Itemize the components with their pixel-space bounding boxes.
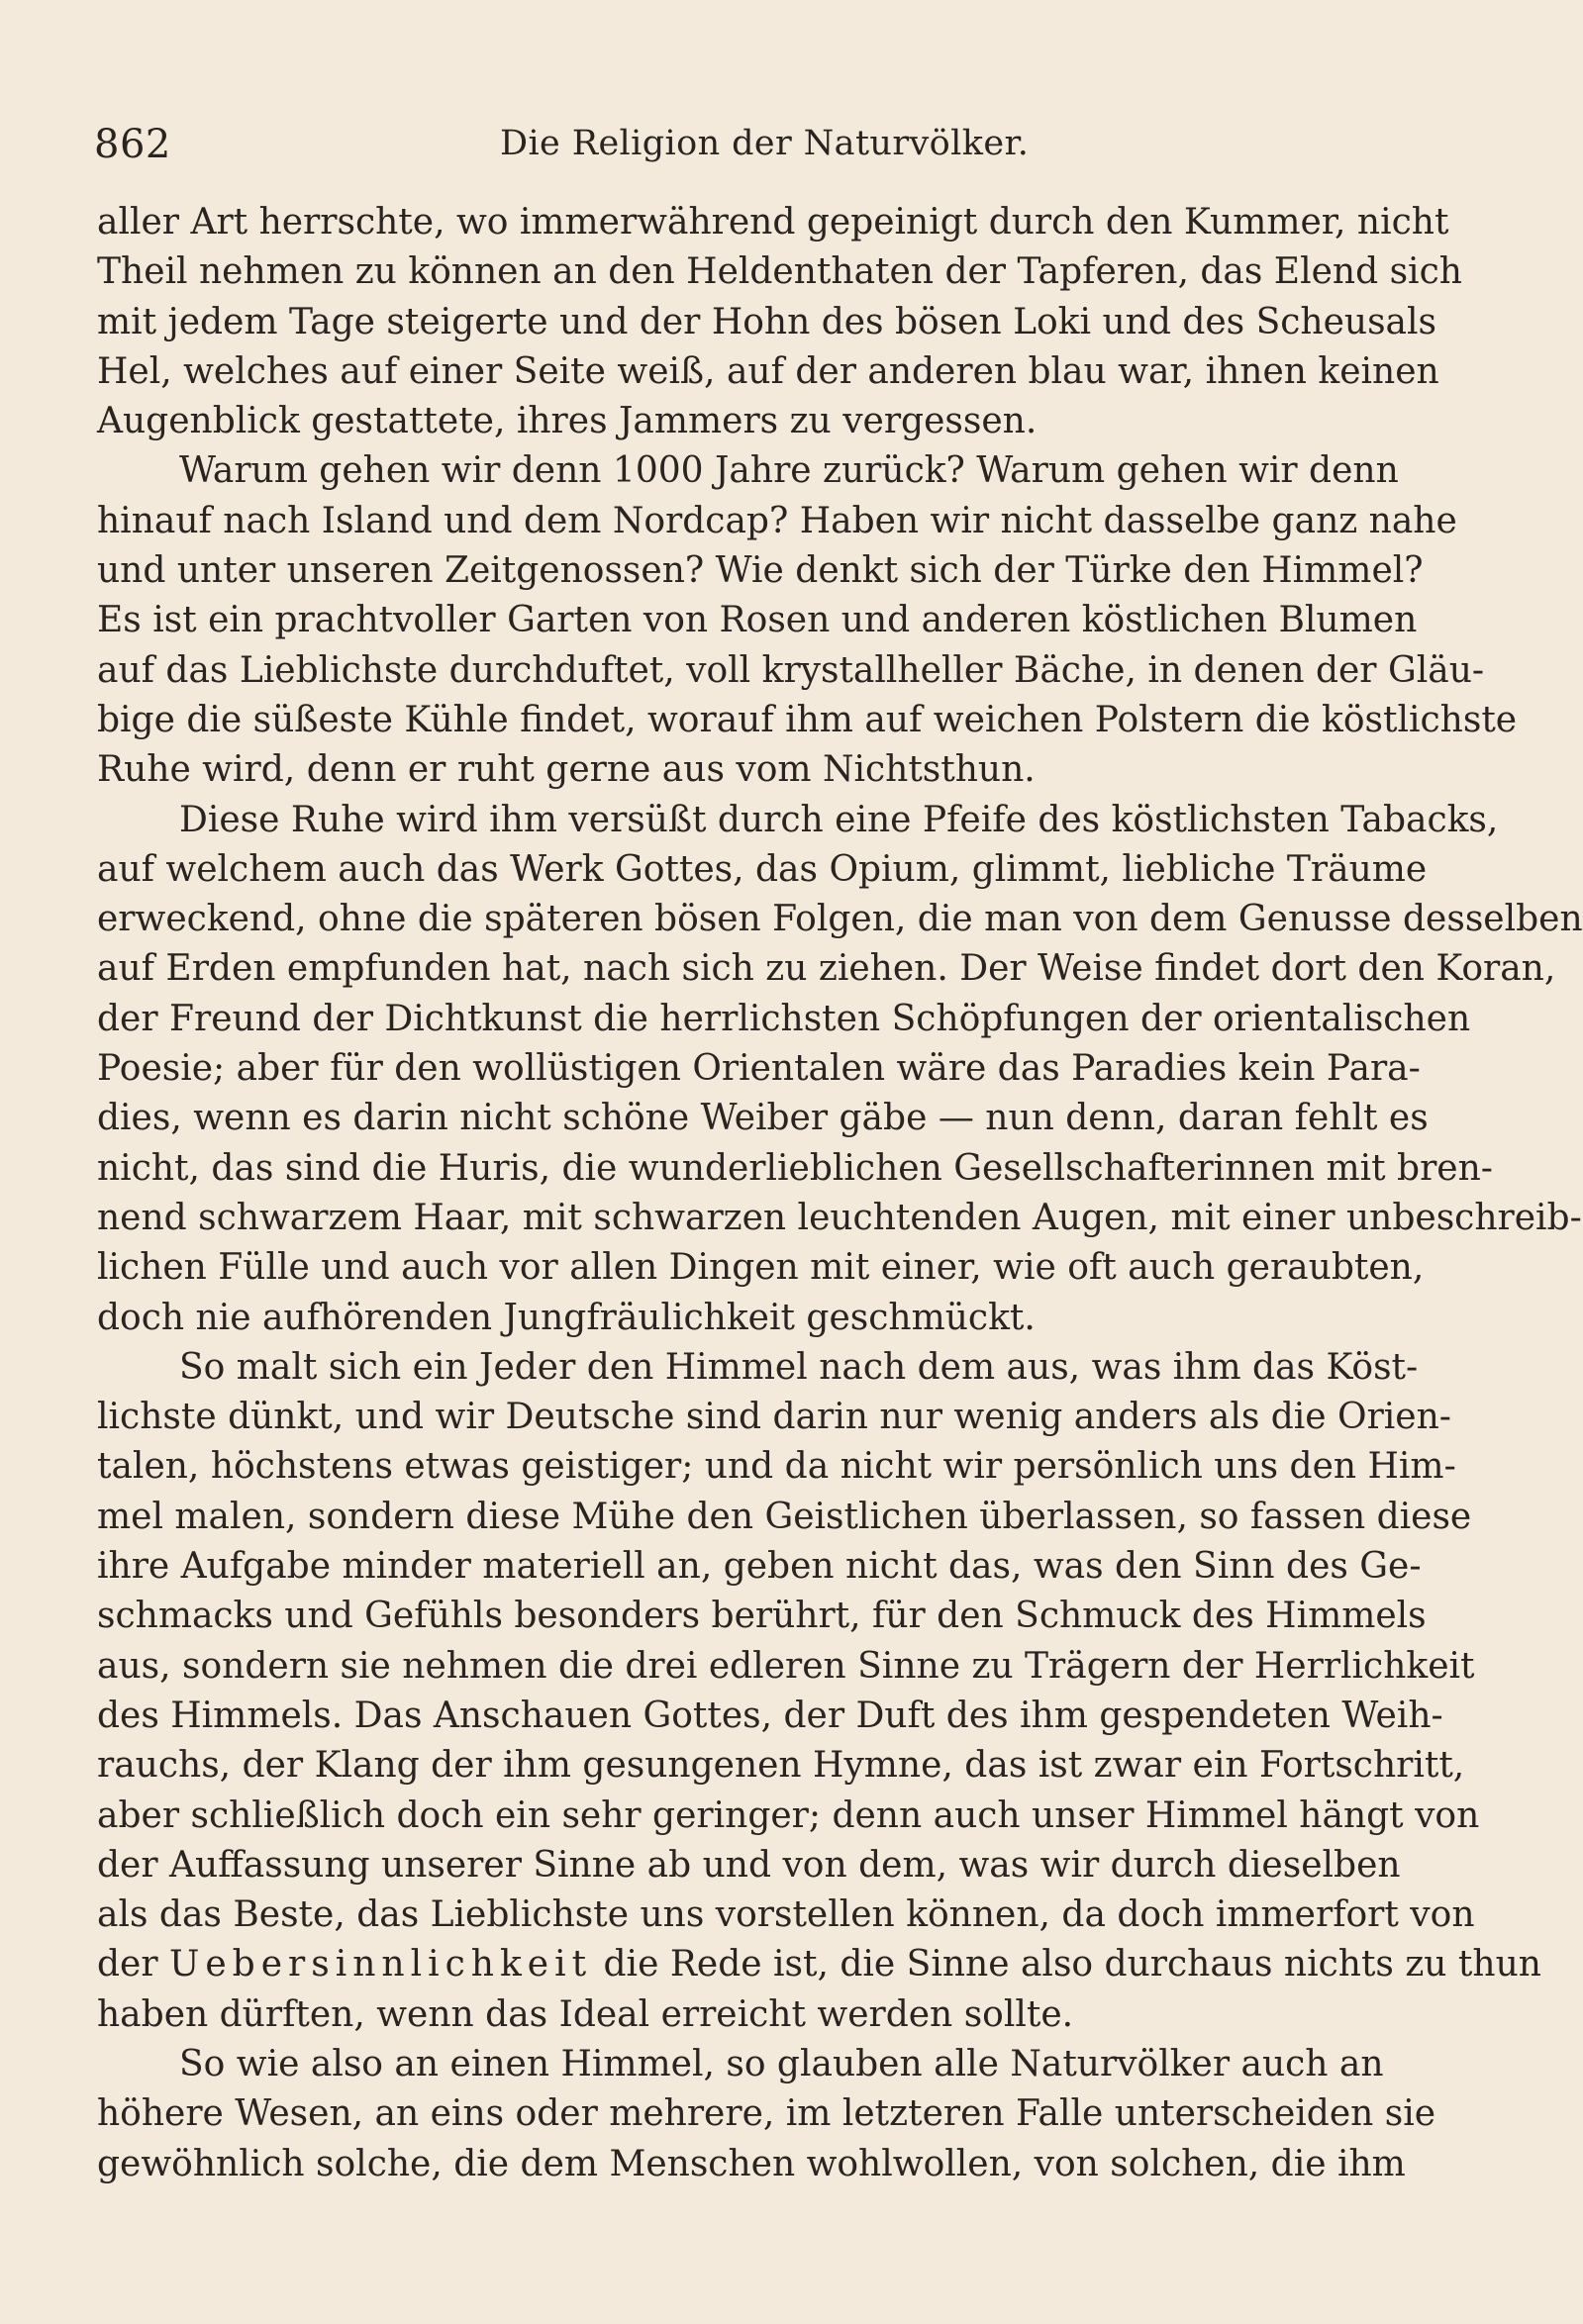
text-line: ihre Aufgabe minder materiell an, geben nicht das, was den Sinn des Ge- [97,1546,1422,1588]
text-line: Poesie; aber für den wollüstigen Orientalen wäre das Paradies kein Para- [97,1048,1421,1090]
text-line: nicht, das sind die Huris, die wunderlieblichen Gesellschafterinnen mit bren- [97,1147,1493,1189]
text-line: Ruhe wird, denn er ruht gerne aus vom Nichtsthun. [97,749,1036,791]
text-line: lichen Fülle und auch vor allen Dingen mit einer, wie oft auch geraubten, [97,1247,1425,1289]
text-line: aber schließlich doch ein sehr geringer; denn auch unser Himmel hängt von [97,1794,1480,1836]
text-line: bige die süßeste Kühle findet, worauf ihm auf weichen Polstern die köstlichste [97,699,1518,740]
text-line: Warum gehen wir denn 1000 Jahre zurück? Warum gehen wir denn [179,450,1399,492]
text-line: lichste dünkt, und wir Deutsche sind darin nur wenig anders als die Orien- [97,1397,1451,1438]
text-line: der Auffassung unserer Sinne ab und von dem, was wir durch dieselben [97,1844,1401,1886]
text-line: haben dürften, wenn das Ideal erreicht werden sollte. [97,1993,1074,2035]
text-line: gewöhnlich solche, die dem Menschen wohlwollen, von solchen, die ihm [97,2143,1406,2184]
text-line: des Himmels. Das Anschauen Gottes, der Duft des ihm gespendeten Weih- [97,1695,1443,1736]
page-number: 862 [94,122,171,167]
text-line: Hel, welches auf einer Seite weiß, auf der anderen blau war, ihnen keinen [97,350,1439,392]
text-line: auf das Lieblichste durchduftet, voll krystallheller Bäche, in denen der Gläu- [97,649,1485,691]
text-line: mel malen, sondern diese Mühe den Geistlichen überlassen, so fassen diese [97,1496,1472,1537]
text-line: höhere Wesen, an eins oder mehrere, im letzteren Falle unterscheiden sie [97,2093,1436,2135]
text-line: Es ist ein prachtvoller Garten von Rosen und anderen köstlichen Blumen [97,600,1418,641]
text-line: der Freund der Dichtkunst die herrlichsten Schöpfungen der orientalischen [97,998,1471,1039]
text-line: doch nie aufhörenden Jungfräulichkeit geschmückt. [97,1297,1036,1338]
text-line: hinauf nach Island und dem Nordcap? Haben wir nicht dasselbe ganz nahe [97,500,1457,541]
text-line: dies, wenn es darin nicht schöne Weiber gäbe — nun denn, daran fehlt es [97,1098,1429,1139]
spaced-word: Uebersinnlichkeit [169,1944,593,1985]
text-line: nend schwarzem Haar, mit schwarzen leuchtenden Augen, mit einer unbeschreib- [97,1197,1582,1238]
text-line: mit jedem Tage steigerte und der Hohn des bösen Loki und des Scheusals [97,301,1437,342]
text-line: Theil nehmen zu können an den Heldenthaten der Tapferen, das Elend sich [97,251,1462,293]
text-fragment: die Rede ist, die Sinne also durchaus nichts zu thun [603,1944,1541,1985]
text-line: So wie also an einen Himmel, so glauben alle Naturvölker auch an [179,2043,1384,2084]
text-line: schmacks und Gefühls besonders berührt, für den Schmuck des Himmels [97,1596,1427,1637]
text-line-with-spaced-word [97,1940,1541,1989]
text-line: als das Beste, das Lieblichste uns vorstellen können, da doch immerfort von [97,1894,1475,1936]
text-line: talen, höchstens etwas geistiger; und da nicht wir persönlich uns den Him- [97,1446,1456,1488]
text-line: Diese Ruhe wird ihm versüßt durch eine Pfeife des köstlichsten Tabacks, [179,799,1499,840]
text-line: Augenblick gestattete, ihres Jammers zu vergessen. [97,401,1038,442]
text-line: und unter unseren Zeitgenossen? Wie denkt sich der Türke den Himmel? [97,550,1424,592]
body-text [97,198,1583,2189]
text-line: aller Art herrschte, wo immerwährend gepeinigt durch den Kummer, nicht [97,202,1449,242]
text-line: So malt sich ein Jeder den Himmel nach dem aus, was ihm das Köst- [179,1346,1419,1388]
page-header [94,117,1351,176]
text-line: auf welchem auch das Werk Gottes, das Opium, glimmt, liebliche Träume [97,848,1428,890]
text-line: rauchs, der Klang der ihm gesungenen Hymne, das ist zwar ein Fortschritt, [97,1745,1465,1787]
text-line: auf Erden empfunden hat, nach sich zu ziehen. Der Weise findet dort den Koran, [97,948,1556,990]
text-fragment: der [97,1944,158,1985]
text-line: aus, sondern sie nehmen die drei edleren Sinne zu Trägern der Herrlichkeit [97,1645,1475,1687]
running-title: Die Religion der Naturvölker. [500,124,1030,163]
text-line: erweckend, ohne die späteren bösen Folgen, die man von dem Genusse desselben [97,899,1583,940]
